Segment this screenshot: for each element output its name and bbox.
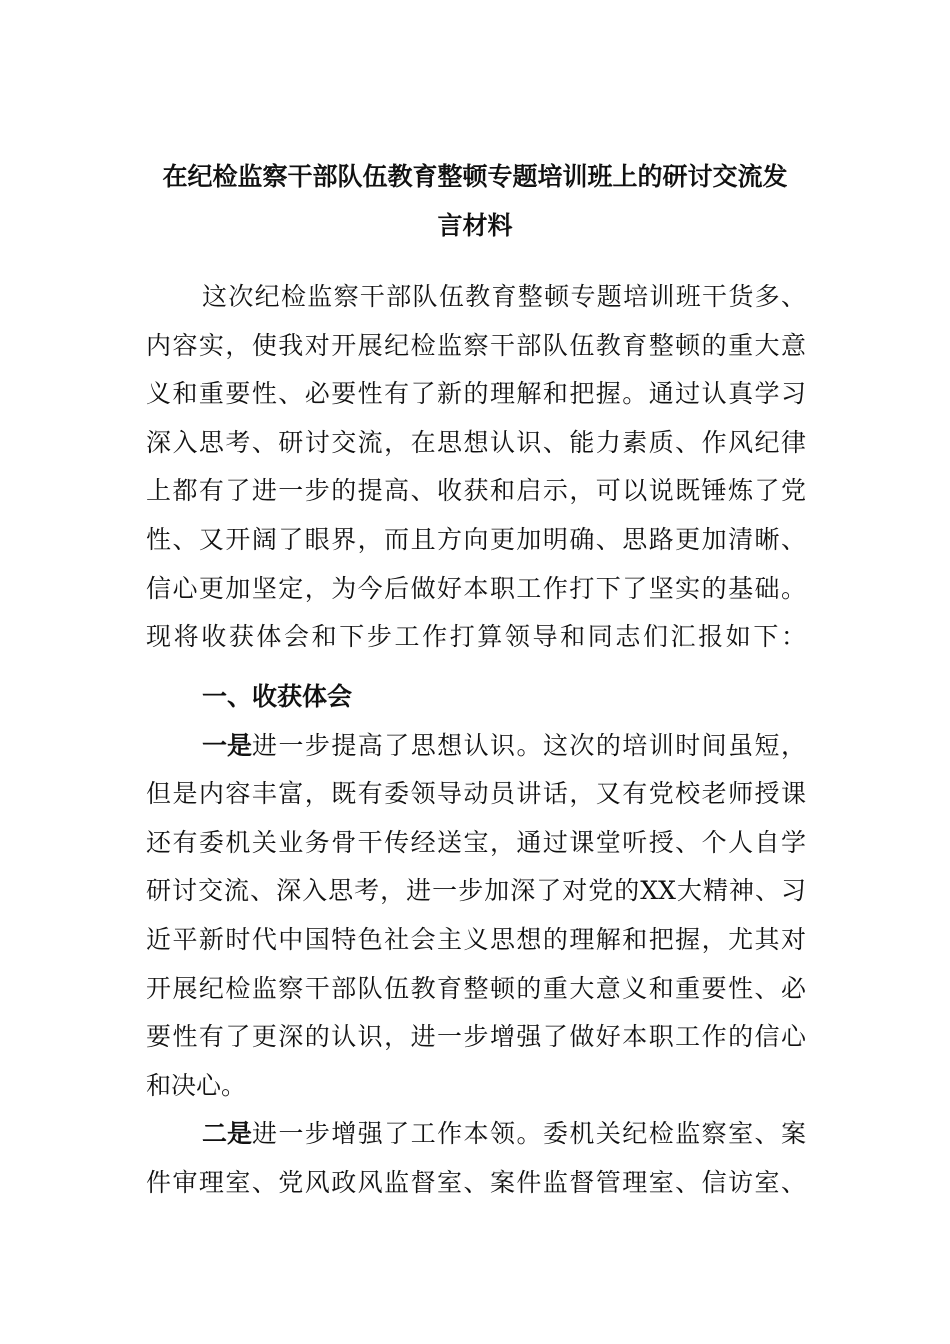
text-line: 还有委机关业务骨干传经送宝，通过课堂听授、个人自学 [146, 827, 806, 857]
text-line: 研讨交流、深入思考，进一步加深了对党的XX大精神、习 [146, 876, 806, 906]
text-line: 内容实，使我对开展纪检监察干部队伍教育整顿的重大意 [146, 330, 806, 360]
point-1-first-line [146, 722, 806, 771]
section-heading: 一、收获体会 [202, 682, 353, 711]
document-title-line-1: 在纪检监察干部队伍教育整顿专题培训班上的研讨交流发 [162, 162, 788, 191]
text-line: 信心更加坚定，为今后做好本职工作打下了坚实的基础。 [146, 573, 806, 603]
point-2-prefix: 二是 [202, 1119, 253, 1149]
section-1 [146, 673, 806, 1208]
point-1-prefix: 一是 [202, 730, 253, 760]
text-line: 和决心。 [146, 1070, 247, 1100]
text-line: 现将收获体会和下步工作打算领导和同志们汇报如下： [146, 622, 806, 652]
text-line: 性、又开阔了眼界，而且方向更加明确、思路更加清晰、 [146, 524, 806, 554]
intro-paragraph [146, 273, 806, 662]
text-line: 进一步增强了工作本领。委机关纪检监察室、案 [252, 1119, 806, 1149]
text-line: 进一步提高了思想认识。这次的培训时间虽短， [252, 730, 806, 760]
text-line: 但是内容丰富，既有委领导动员讲话，又有党校老师授课 [146, 779, 806, 809]
document-title-line-2: 言材料 [437, 211, 513, 240]
text-line: 深入思考、研讨交流，在思想认识、能力素质、作风纪律 [146, 427, 806, 457]
text-line: 近平新时代中国特色社会主义思想的理解和把握，尤其对 [146, 924, 806, 954]
point-2-first-line [146, 1110, 806, 1159]
text-line: 上都有了进一步的提高、收获和启示，可以说既锤炼了党 [146, 476, 806, 506]
text-line: 开展纪检监察干部队伍教育整顿的重大意义和重要性、必 [146, 973, 806, 1003]
text-line: 件审理室、党风政风监督室、案件监督管理室、信访室、 [146, 1167, 806, 1197]
text-line: 义和重要性、必要性有了新的理解和把握。通过认真学习 [146, 379, 806, 409]
text-line: 这次纪检监察干部队伍教育整顿专题培训班干货多、 [202, 282, 806, 311]
text-line: 要性有了更深的认识，进一步增强了做好本职工作的信心 [146, 1022, 806, 1052]
